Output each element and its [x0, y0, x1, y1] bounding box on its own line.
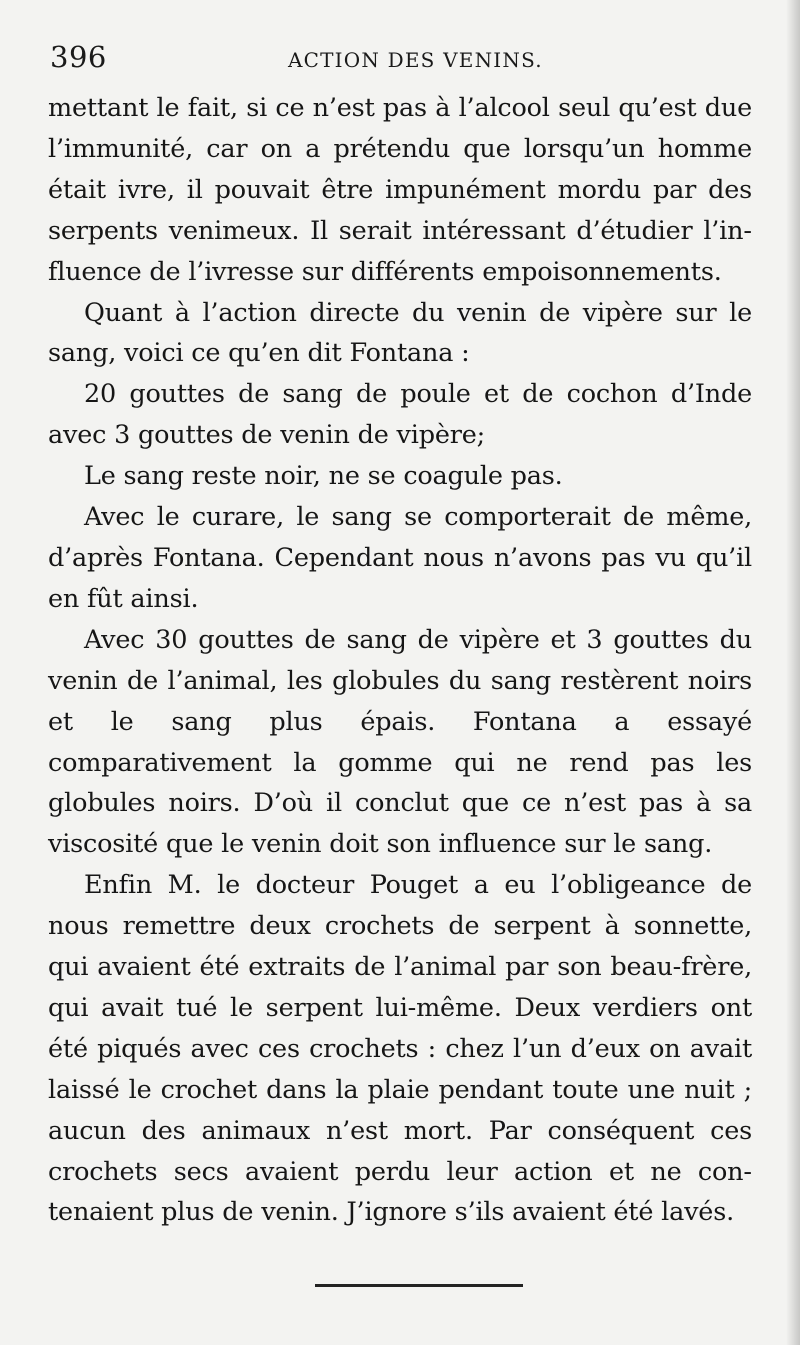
page-number: 396	[50, 40, 107, 74]
paragraph-curare: Avec le curare, le sang se comporterait de même, d’après Fontana. Cependant nous n’avons pas vu qu’il en fût ainsi.	[48, 502, 752, 614]
paragraph-experiment-result: Le sang reste noir, ne se coagule pas.	[84, 461, 563, 492]
running-title: ACTION DES VENINS.	[288, 48, 543, 72]
paragraph-experiment-setup: 20 gouttes de sang de poule et de cochon d’Inde avec 3 gouttes de venin de vipère;	[48, 379, 752, 451]
page-edge-shadow	[786, 0, 800, 1345]
paragraph-viper-blood: Avec 30 gouttes de sang de vipère et 3 gouttes du venin de l’animal, les globules du sang restèrent noirs et le sang plus épais. Fontana a essayé comparativement la gomme qui ne rend pas les globules noirs. D’où il conclut que ce n’est pas à sa viscosité que le venin doit son influence sur le sang.	[48, 624, 752, 860]
paragraph-pouget: Enfin M. le docteur Pouget a eu l’obligeance de nous remettre deux crochets de serpent à sonnette, qui avaient été extraits de l’animal par son beau-frère, qui avait tué le serpent lui-même. Deux verdiers ont été piqués avec ces crochets : chez l’un d’eux on avait laissé le crochet dans la plaie pendant toute une nuit ; aucun des animaux n’est mort. Par conséquent ces crochets secs avaient perdu leur action et ne contenaient plus de venin. J’ignore s’ils avaient été lavés.	[48, 870, 752, 1228]
page-header	[48, 38, 758, 78]
section-divider-rule	[315, 1284, 523, 1287]
paragraph-continuation: mettant le fait, si ce n’est pas à l’alcool seul qu’est due l’immunité, car on a prétendu que lorsqu’un homme était ivre, il pouvait être impunément mordu par des serpents venimeux. Il serait intéressant d’étudier l’influence de l’ivresse sur différents empoisonnements.	[48, 93, 752, 287]
body-text	[48, 88, 752, 1233]
paragraph-fontana-intro: Quant à l’action directe du venin de vipère sur le sang, voici ce qu’en dit Fontana :	[48, 297, 752, 369]
